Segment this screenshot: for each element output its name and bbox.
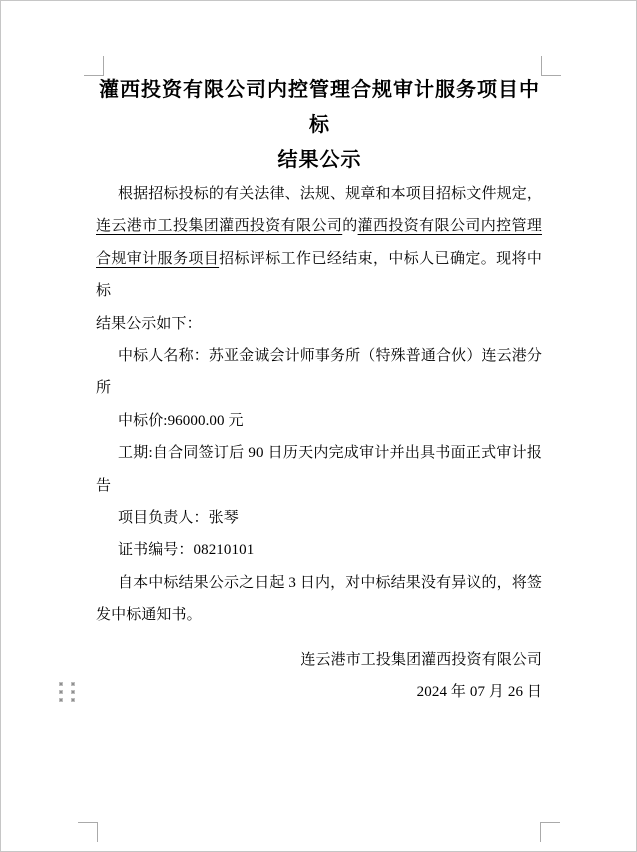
text-boundary-mark-bottom-left: [78, 822, 98, 842]
duration-line2: 告: [96, 477, 112, 494]
signature-block: [96, 644, 542, 709]
paragraph-intro-line2: [96, 210, 542, 242]
paragraph-intro-line3: [96, 243, 542, 308]
project-name-underlined-part1: 灌西投资有限公司内控管理: [357, 218, 542, 235]
document-body: [96, 178, 542, 632]
signature-company: 连云港市工投集团灌西投资有限公司: [300, 652, 542, 668]
document-title-line2: 结果公示: [277, 149, 362, 171]
text-boundary-mark-bottom-right: [540, 822, 560, 842]
winner-name-line1: 中标人名称：苏亚金诚会计师事务所（特殊普通合伙）连云港分: [118, 348, 542, 365]
paragraph-intro-line1: 根据招标投标的有关法律、法规、规章和本项目招标文件规定，: [118, 186, 542, 202]
winner-name-line2: 所: [96, 380, 112, 397]
document-title-line1: 灌西投资有限公司内控管理合规审计服务项目中标: [99, 79, 540, 136]
objection-notice-line2: 发中标通知书。: [96, 607, 202, 624]
signature-date: 2024 年 07 月 26 日: [416, 684, 542, 701]
dots-marker-icon: [59, 682, 75, 702]
duration-line1: 工期:自合同签订后 90 日历天内完成审计并出具书面正式审计报: [118, 445, 542, 462]
text-boundary-mark-top-right: [541, 56, 561, 76]
objection-notice-line1: 自本中标结果公示之日起 3 日内，对中标结果没有异议的，将签: [118, 574, 542, 591]
tenderee-name-underlined: 连云港市工投集团灌西投资有限公司: [96, 218, 343, 235]
intro-continuation-text: 招标评标工作已经结束，中标人已确定。现将中标: [96, 250, 542, 300]
certificate-number-line: 证书编号：08210101: [118, 542, 255, 559]
project-manager-line: 项目负责人：张琴: [118, 510, 239, 527]
project-name-underlined-part2: 合规审计服务项目: [96, 250, 220, 267]
paragraph-intro-line4: 结果公示如下：: [96, 315, 202, 332]
document-title: [97, 73, 542, 178]
connector-text: 的: [342, 218, 358, 235]
bid-price-line: 中标价:96000.00 元: [118, 412, 244, 429]
